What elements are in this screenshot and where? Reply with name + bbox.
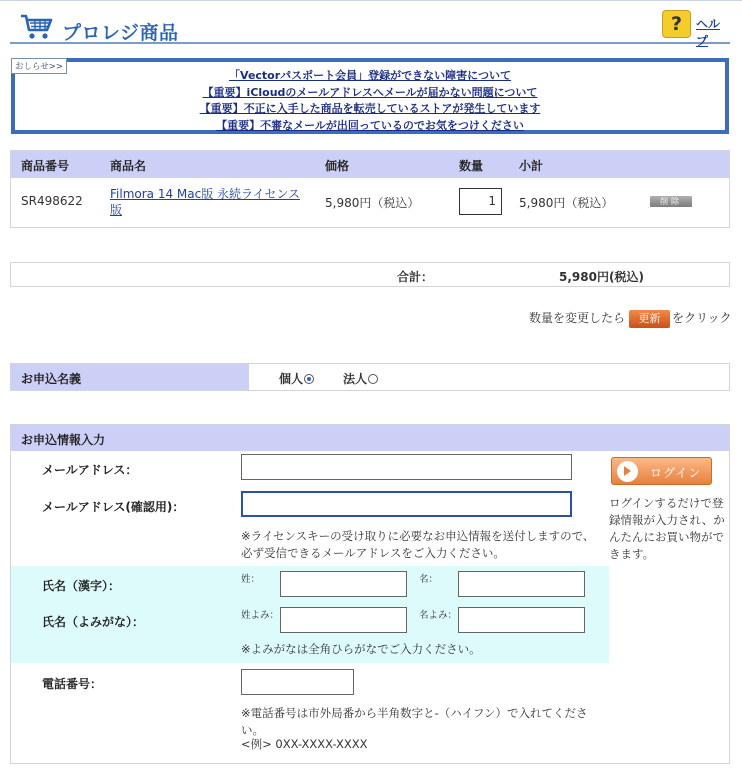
notice-box xyxy=(11,58,729,134)
help-link[interactable]: ヘルプ xyxy=(696,17,721,48)
name-kana-label: 氏名（よみがな）： xyxy=(42,615,145,629)
phone-example: <例> 0XX-XXXX-XXXX xyxy=(241,737,368,751)
update-hint-after: をクリック xyxy=(672,311,732,325)
quantity-input[interactable]: 1 xyxy=(459,188,502,215)
product-id: SR498622 xyxy=(21,194,83,208)
radio-personal-label: 個人 xyxy=(279,372,304,386)
top-border xyxy=(0,0,742,1)
email-confirm-field[interactable] xyxy=(241,491,572,517)
login-button-label: ログイン xyxy=(650,466,702,480)
page-header xyxy=(10,12,730,48)
mei-yomi-input[interactable] xyxy=(458,607,585,633)
product-name-link[interactable]: Filmora 14 Mac版 永続ライセンス版 xyxy=(110,187,300,217)
notice-link[interactable]: 【重要】iCloudのメールアドレスへメールが届かない問題について xyxy=(202,85,538,99)
arrow-right-icon xyxy=(617,461,638,482)
mei-input[interactable] xyxy=(458,571,585,597)
mei-yomi-label: 名よみ： xyxy=(419,610,458,621)
product-price: 5,980円（税込） xyxy=(325,196,420,210)
sei-input[interactable] xyxy=(280,571,407,597)
cart-table xyxy=(10,150,730,228)
radio-corporate[interactable] xyxy=(343,370,378,387)
delete-button[interactable]: 削除 xyxy=(650,196,692,207)
radio-corporate-label: 法人 xyxy=(343,372,368,386)
notice-tab[interactable]: おしらせ>> xyxy=(11,58,67,74)
form-title: お申込情報入力 xyxy=(11,425,729,451)
email-label: メールアドレス： xyxy=(42,463,138,477)
update-button[interactable]: 更新 xyxy=(629,310,670,328)
product-subtotal: 5,980円（税込） xyxy=(519,196,614,210)
email-field[interactable] xyxy=(241,454,572,480)
sei-yomi-input[interactable] xyxy=(280,607,407,633)
sei-label: 姓： xyxy=(241,574,261,585)
phone-input[interactable] xyxy=(241,669,354,695)
email-note: ※ライセンスキーの受け取りに必要なお申込情報を送付しますので、必ず受信できるメールアドレスをご入力ください。 xyxy=(241,529,595,560)
update-hint-before: 数量を変更したら xyxy=(529,311,626,325)
phone-label: 電話番号： xyxy=(42,677,103,691)
login-note: ログインするだけで登録情報が入力され、かんたんにお買い物ができます。 xyxy=(609,496,725,561)
name-kanji-label: 氏名（漢字）： xyxy=(42,579,121,593)
column-header-price: 価格 xyxy=(325,159,350,173)
brand-title: プロレジ商品 xyxy=(62,22,179,44)
applicant-type-label: お申込名義 xyxy=(11,364,249,390)
column-header-qty: 数量 xyxy=(459,159,484,173)
applicant-type-row xyxy=(10,363,730,391)
kana-note: ※よみがなは全角ひらがなでご入力ください。 xyxy=(241,642,481,656)
notice-link[interactable]: 【重要】不正に入手した商品を転売しているストアが発生しています xyxy=(199,102,541,115)
phone-note: ※電話番号は市外局番から半角数字と-（ハイフン）で入れてください。 xyxy=(241,706,588,737)
total-label: 合計： xyxy=(397,270,434,284)
radio-corporate-icon[interactable] xyxy=(368,374,378,384)
help-icon[interactable]: ? xyxy=(662,10,691,38)
email-confirm-label: メールアドレス(確認用)： xyxy=(42,500,185,514)
column-header-name: 商品名 xyxy=(110,159,147,173)
notice-link[interactable]: 【重要】不審なメールが出回っているのでお気をつけください xyxy=(216,118,524,132)
column-header-subtotal: 小計 xyxy=(519,159,544,173)
cart-icon xyxy=(20,13,54,41)
notice-list xyxy=(15,68,725,134)
cart-table-header xyxy=(11,151,729,178)
application-form xyxy=(10,424,730,764)
mei-label: 名： xyxy=(419,574,439,585)
update-hint xyxy=(529,308,732,328)
login-button[interactable] xyxy=(611,457,712,485)
total-row xyxy=(10,262,730,287)
total-value: 5,980円(税込) xyxy=(559,270,644,284)
radio-personal-icon[interactable] xyxy=(304,374,314,384)
sei-yomi-label: 姓よみ： xyxy=(241,610,280,621)
radio-personal[interactable] xyxy=(279,370,314,387)
notice-link[interactable]: 「Vectorパスポート会員」登録ができない障害について xyxy=(229,69,511,82)
column-header-id: 商品番号 xyxy=(21,159,70,173)
